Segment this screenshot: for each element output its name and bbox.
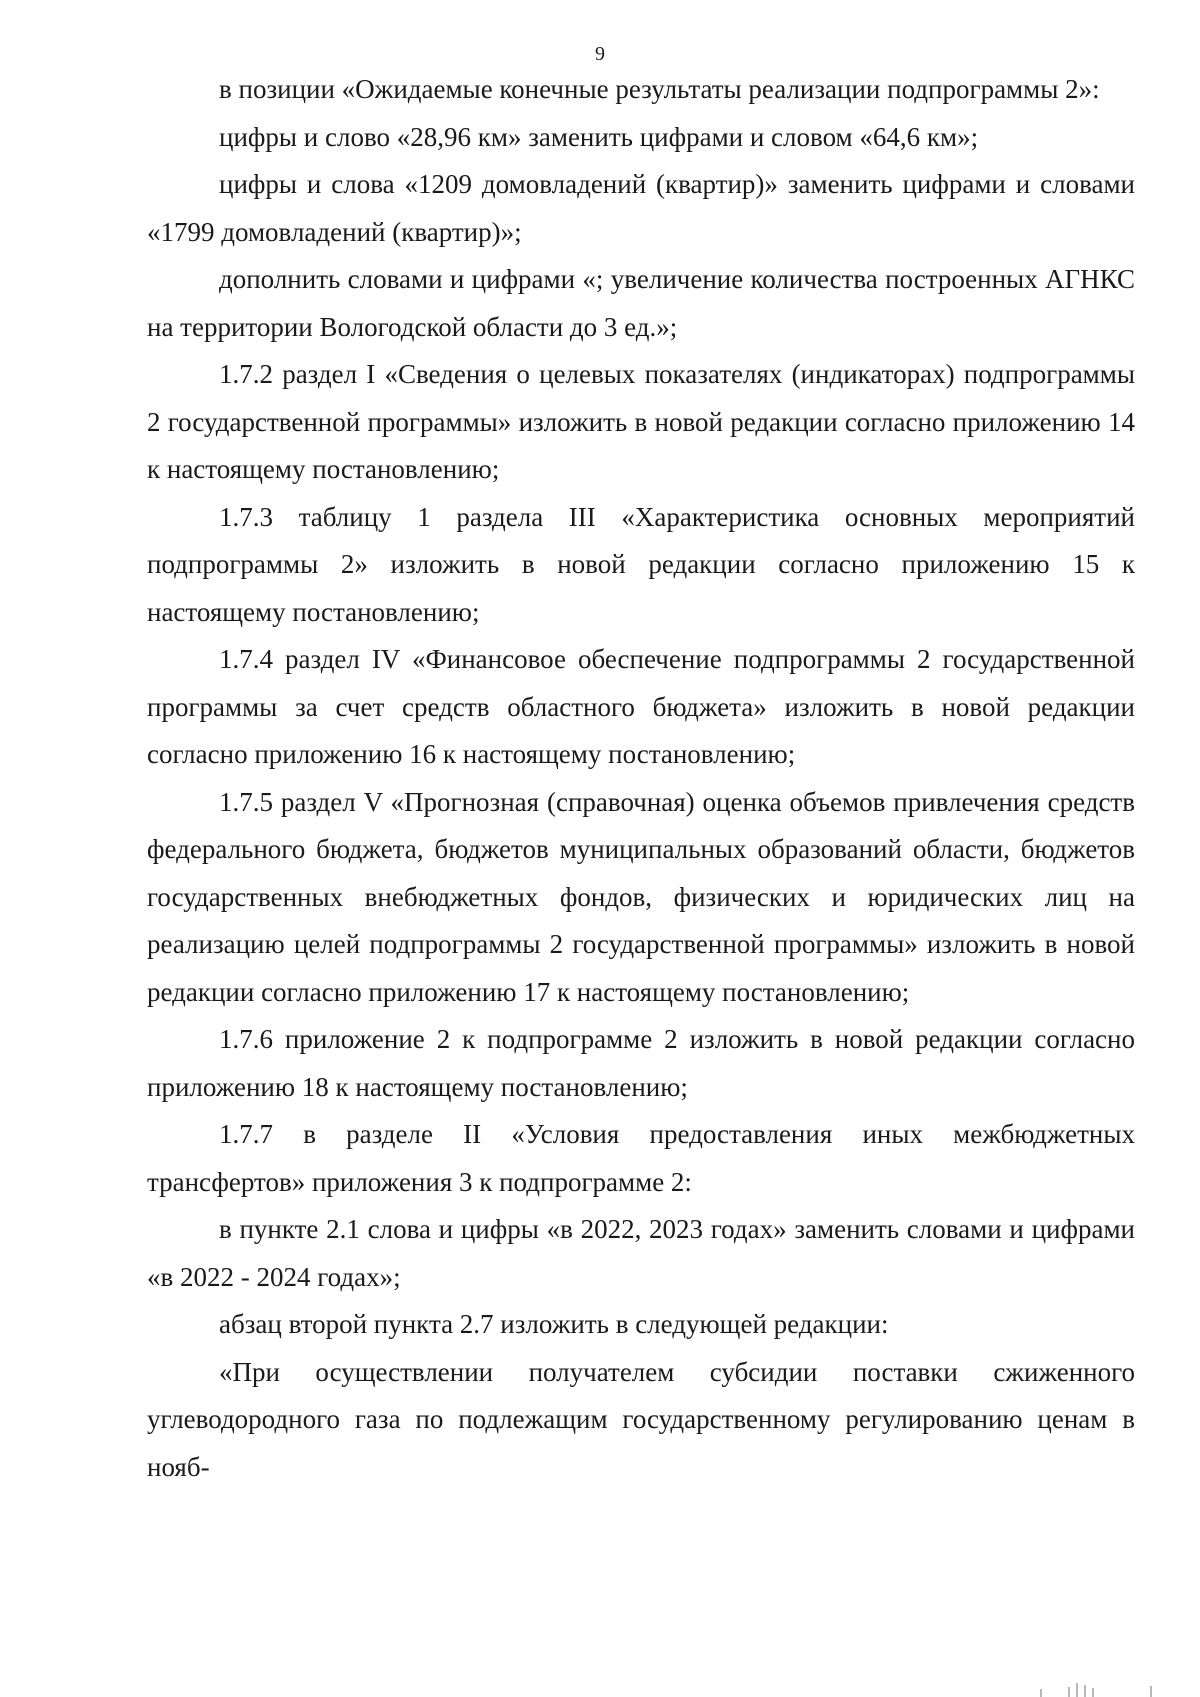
paragraph-point-2-7: абзац второй пункта 2.7 изложить в следующей редакции: — [219, 1309, 889, 1339]
scan-edge-marks — [1010, 1679, 1170, 1697]
paragraph-1-7-3: 1.7.3 таблицу 1 раздела III «Характеристика основных мероприятий подпрограммы 2» изложить в новой редакции согласно приложению 15 к настоящему постановлению; — [147, 501, 1135, 627]
paragraph-expected-results: в позиции «Ожидаемые конечные результаты реализации подпрограммы 2»: — [219, 74, 1100, 104]
paragraph-km-replacement: цифры и слово «28,96 км» заменить цифрами и словом «64,6 км»; — [219, 121, 979, 152]
paragraph-agnks-addition: дополнить словами и цифрами «; увеличение количества построенных АГНКС на территории Вологодской области до 3 ед.»; — [147, 264, 1135, 342]
paragraph-1-7-7: 1.7.7 в разделе II «Условия предоставления иных межбюджетных трансфертов» приложения 3 к подпрограмме 2: — [147, 1119, 1135, 1197]
paragraph-households-replacement: цифры и слова «1209 домовладений (квартир)» заменить цифрами и словами «1799 домовладений (квартир)»; — [147, 169, 1135, 247]
paragraph-new-wording: «При осуществлении получателем субсидии поставки сжиженного углеводородного газа по подлежащим государственному регулированию ценам в нояб- — [147, 1356, 1135, 1482]
page-number: 9 — [595, 43, 605, 65]
paragraph-1-7-5: 1.7.5 раздел V «Прогнозная (справочная) оценка объемов привлечения средств федерального бюджета, бюджетов муниципальных образований области, бюджетов государственных внебюджетных фондов, физических и юридических лиц на реализацию целей подпрограммы 2 государственной программы» изложить в новой редакции согласно приложению 17 к настоящему постановлению; — [147, 786, 1135, 1007]
document-body — [147, 66, 1135, 1491]
paragraph-point-2-1: в пункте 2.1 слова и цифры «в 2022, 2023 годах» заменить словами и цифрами «в 2022 - 2024 годах»; — [147, 1214, 1135, 1292]
paragraph-1-7-2: 1.7.2 раздел I «Сведения о целевых показателях (индикаторах) подпрограммы 2 государственной программы» изложить в новой редакции согласно приложению 14 к настоящему постановлению; — [147, 359, 1135, 484]
paragraph-1-7-6: 1.7.6 приложение 2 к подпрограмме 2 изложить в новой редакции согласно приложению 18 к настоящему постановлению; — [147, 1024, 1135, 1102]
paragraph-1-7-4: 1.7.4 раздел IV «Финансовое обеспечение подпрограммы 2 государственной программы за счет средств областного бюджета» изложить в новой редакции согласно приложению 16 к настоящему постановлению; — [147, 644, 1135, 769]
